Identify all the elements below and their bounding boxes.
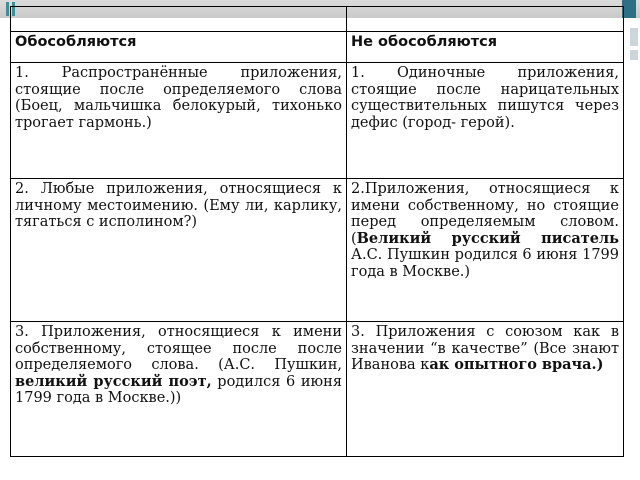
table-row [11,63,624,179]
cell-bold-text: ак опытного врача.) [429,356,604,374]
table-row [11,179,624,322]
blank-header-row [11,7,624,32]
table-row [11,322,624,457]
decor-corner [622,0,636,18]
decor-block [630,50,638,60]
decor-stripe [6,2,9,16]
header-right: Не обособляются [347,32,624,63]
cell-text: 3. Приложения с союзом как в значении “в качестве” (Все знают Иванова к [351,324,619,374]
slide-right-edge [628,18,640,480]
comparison-table [10,6,624,457]
cell-right-1: 1. Одиночные приложения, стоящие после нарицательных существительных пишутся через дефис (город- герой). [347,63,624,179]
decor-block [630,28,638,46]
cell-text: 3. Приложения, относящиеся к имени собственному, стоящее после после определяемого слова. (А.С. Пушкин, [15,324,342,374]
cell-text: А.С. Пушкин родился 6 июня 1799 года в Москве.) [351,247,619,280]
blank-cell [347,7,624,32]
cell-bold-text: Великий русский писатель [356,229,619,247]
header-row [11,32,624,63]
cell-left-3 [11,322,347,457]
cell-text: родился 6 июня 1799 года в Москве.)) [15,373,342,407]
cell-left-2: 2. Любые приложения, относящиеся к личному местоимению. (Ему ли, карлику, тягаться с исполином?) [11,179,347,322]
cell-bold-text: великий русский поэт, [15,372,212,390]
header-left: Обособляются [11,32,347,63]
blank-cell [11,7,347,32]
cell-right-2 [347,179,624,322]
cell-left-1: 1. Распространённые приложения, стоящие после определяемого слова (Боец, мальчишка белокурый, тихонько трогает гармонь.) [11,63,347,179]
cell-text: 2.Приложения, относящиеся к имени собственному, но стоящие перед определяемым словом. ( [351,181,619,247]
cell-right-3 [347,322,624,457]
